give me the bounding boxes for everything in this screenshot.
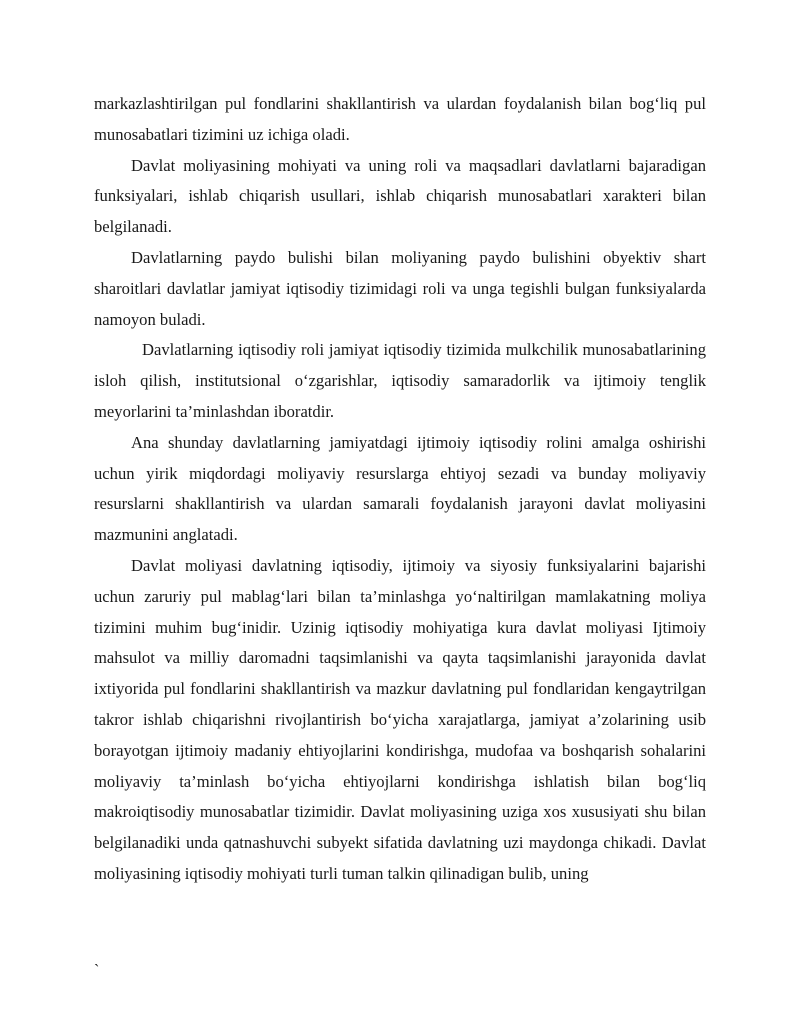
paragraph-1: markazlashtirilgan pul fondlarini shakllantirish va ulardan foydalanish bilan bog‘liq pul munosabatlari tizimini uz ichiga oladi. — [94, 94, 706, 144]
paragraph-2: Davlat moliyasining mohiyati va uning roli va maqsadlari davlatlarni bajaradigan funksiyalari, ishlab chiqarish usullari, ishlab chiqarish munosabatlari xarakteri bilan belgilanadi. — [94, 155, 706, 237]
document-body — [94, 89, 706, 890]
footer-mark: ` — [94, 962, 100, 979]
paragraph-4: Davlatlarning iqtisodiy roli jamiyat iqtisodiy tizimida mulkchilik munosabatlarining isloh qilish, institutsional o‘zgarishlar, iqtisodiy samaradorlik va ijtimoiy tenglik meyorlarini ta’minlashdan iboratdir. — [94, 340, 706, 421]
paragraph-5: Ana shunday davlatlarning jamiyatdagi ijtimoiy iqtisodiy rolini amalga oshirishi uchun yirik miqdordagi moliyaviy resurslarga ehtiyoj sezadi va bunday moliyaviy resurslarni shakllantirish va ulardan samarali foydalanish jarayoni davlat moliyasini mazmunini anglatadi. — [94, 432, 706, 545]
paragraph-6: Davlat moliyasi davlatning iqtisodiy, ijtimoiy va siyosiy funksiyalarini bajarishi uchun zaruriy pul mablag‘lari bilan ta’minlashga yo‘naltirilgan mamlakatning moliya tizimini muhim bug‘inidir. Uzinig iqtisodiy mohiyatiga kura davlat moliyasi Ijtimoiy mahsulot va milliy daromadni taqsimlanishi va qayta taqsimlanishi jarayonida davlat ixtiyorida pul fondlarini shakllantirish va mazkur davlatning pul fondlaridan kengaytrilgan takror ishlab chiqarishni rivojlantirish bo‘yicha xarajatlarga, jamiyat a’zolarining usib borayotgan ijtimoiy madaniy ehtiyojlarini kondirishga, mudofaa va boshqarish sohalarini moliyaviy ta’minlash bo‘yicha ehtiyojlarni kondirishga ishlatish bilan bog‘liq makroiqtisodiy munosabatlar tizimidir. Davlat moliyasining uziga xos xususiyati shu bilan belgilanadiki unda qatnashuvchi subyekt sifatida davlatning uzi maydonga chikadi. Davlat moliyasining iqtisodiy mohiyati turli tuman talkin qilinadigan bulib, uning — [94, 555, 706, 883]
paragraph-3: Davlatlarning paydo bulishi bilan moliyaning paydo bulishini obyektiv shart sharoitlari davlatlar jamiyat iqtisodiy tizimidagi roli va unga tegishli bulgan funksiyalarda namoyon buladi. — [94, 247, 706, 329]
